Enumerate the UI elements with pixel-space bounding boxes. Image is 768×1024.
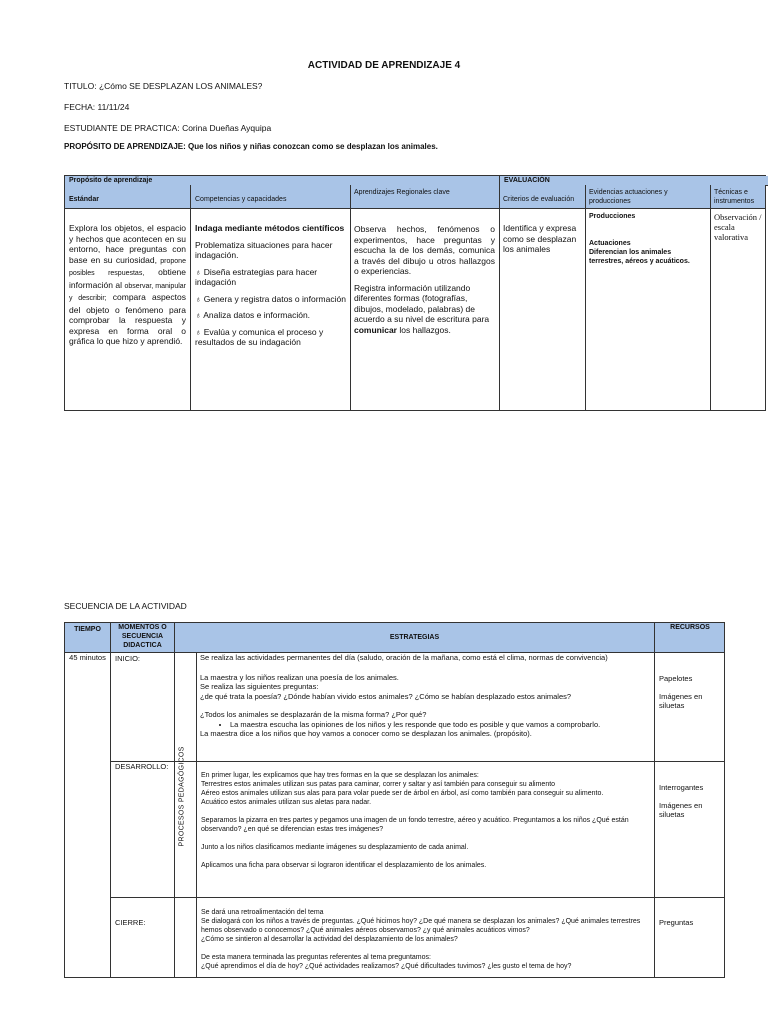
group-header-proposito: Propósito de aprendizaje — [65, 176, 503, 186]
col-divider — [110, 623, 111, 977]
estudiante-line: ESTUDIANTE DE PRACTICA: Corina Dueñas Ayquipa — [64, 123, 272, 133]
col-divider — [710, 185, 711, 410]
evidencias-text: Producciones Actuaciones Diferencian los animales terrestres, aéreos y acuáticos. — [589, 213, 690, 265]
criterios-text: Identifica y expresa como se desplazan los animales — [503, 223, 577, 254]
header-estandar: Estándar — [69, 196, 99, 203]
desarrollo-recursos: Interrogantes Imágenes en siluetas — [659, 783, 704, 819]
header-estrategias: ESTRATEGIAS — [389, 634, 440, 641]
aprendizajes-text: Observa hechos, fenómenos o experimentos, hace preguntas y escucha la de los demás, comunica a través del dibujo u otros hallazgos o experiencias. Registra información utilizando diferentes formas (fotografías, dibujos, modelado, palabras) de acuerdo a su nivel de escritura para comunicar los hallazgos. — [354, 224, 495, 335]
header-evidencias: Evidencias actuaciones y producciones — [589, 189, 668, 205]
row-divider — [110, 897, 724, 898]
secuencia-label: SECUENCIA DE LA ACTIVIDAD — [64, 601, 187, 611]
group-header-evaluacion: EVALUACIÓN — [499, 176, 768, 186]
inicio-strategies: Se realiza las actividades permanentes del día (saludo, oración de la mañana, como está el clima, normas de convivencia) La maestra y los niños realizan una poesía de los animales. Se realiza las siguientes preguntas: ¿de qué trata la poesía? ¿Dónde habían vivido estos animales? ¿Cómo se habían desplazado estos animales? ¿Todos los animales se desplazarán de la misma forma? ¿Por qué? • La maestra escucha las opiniones de los niños y les responde que todo es posible y que vamos a comprobarlo. La maestra dice a los niños que hoy vamos a conocer como se desplazan los animales. (propósito). — [200, 653, 652, 739]
proposito-line: PROPÓSITO DE APRENDIZAJE: Que los niños y niñas conozcan como se desplazan los animales. — [64, 142, 438, 151]
cierre-recursos: Preguntas — [659, 918, 694, 927]
fecha-line: FECHA: 11/11/24 — [64, 102, 130, 112]
cierre-label: CIERRE: — [115, 918, 146, 927]
header-competencias: Competencias y capacidades — [195, 196, 287, 203]
inicio-label: INICIO: — [115, 654, 141, 663]
col-divider — [350, 185, 351, 410]
header-aprendizajes: Aprendizajes Regionales clave — [354, 189, 450, 196]
competencias-text: Indaga mediante métodos científicos Problematiza situaciones para hacer indagación. ♁ Diseña estrategias para hacer indagación ♁ Genera y registra datos o información ♁ Analiza datos e información. ♁ Evalúa y comunica el proceso y resultados de su indagación — [195, 223, 346, 347]
col-divider — [654, 623, 655, 977]
procesos-divider — [196, 652, 197, 977]
header-momentos: MOMENTOS O SECUENCIA DIDACTICA — [118, 624, 167, 649]
col-divider — [190, 185, 191, 410]
header-criterios: Criterios de evaluación — [503, 196, 575, 203]
cierre-strategies: Se dará una retroalimentación del tema Se dialogará con los niños a través de preguntas. ¿Qué hicimos hoy? ¿De qué manera se desplazan los animales? ¿Qué animales terrestres hemos observado o conocemos? ¿Qué animales aéreos observamos? ¿y qué animales acuáticos vimos? ¿Cómo se sintieron al desarrollar la actividad del desplazamiento de los animales? De esta manera terminada las preguntas referentes al tema preguntamos: ¿Qué aprendimos el día de hoy? ¿Qué actividades realizamos? ¿Qué dificultades tuvimos? ¿les gusto el tema de hoy? — [201, 909, 641, 970]
col-divider — [585, 185, 586, 410]
row-divider — [110, 761, 724, 762]
activity-title: ACTIVIDAD DE APRENDIZAJE 4 — [307, 60, 461, 71]
col-divider — [499, 185, 500, 410]
desarrollo-label: DESARROLLO: — [115, 762, 169, 771]
header-tiempo: TIEMPO — [74, 626, 101, 633]
inicio-recursos: Papelotes Imágenes en siluetas — [659, 674, 703, 710]
desarrollo-strategies: En primer lugar, les explicamos que hay tres formas en la que se desplazan los animales: Terrestres estos animales utilizan sus patas para caminar, correr y saltar y así también para conseguir su alimento Aéreo estos animales utilizan sus alas para para volar puede ser de árbol en árbol, así como también para conseguir su alimento. Acuático estos animales utilizan sus aletas para nadar. Separamos la pizarra en tres partes y pegamos una imagen de un fondo terrestre, aéreo y acuático. Preguntamos a los niños ¿Qué están observando? ¿en qué se diferencian estas tres imágenes? Junto a los niños clasificamos mediante imágenes su desplazamiento de cada animal. Aplicamos una ficha para observar si lograron identificar el desplazamiento de los animales. — [201, 772, 629, 869]
tiempo-value: 45 minutos — [69, 653, 106, 662]
col-divider — [174, 623, 175, 977]
estandar-text: Explora los objetos, el espacio y hechos que acontecen en su entorno, hace preguntas con base en su curiosidad, propone posibles respuestas, obtiene información al observar, manipular y describir; compara aspectos del objeto o fenómeno para comprobar la respuesta y expresa en forma oral o gráfica lo que hizo y aprendió. — [69, 223, 186, 346]
titulo-line: TITULO: ¿Cómo SE DESPLAZAN LOS ANIMALES? — [64, 81, 263, 91]
sequence-table — [64, 622, 725, 978]
learning-purpose-table — [64, 175, 766, 411]
header-recursos: RECURSOS — [670, 624, 710, 631]
tecnicas-text: Observación / escala valorativa — [714, 212, 762, 242]
procesos-pedagogicos-label: PROCESOS PEDAGÓGICOS — [178, 746, 186, 847]
header-tecnicas: Técnicas e instrumentos — [714, 189, 755, 205]
